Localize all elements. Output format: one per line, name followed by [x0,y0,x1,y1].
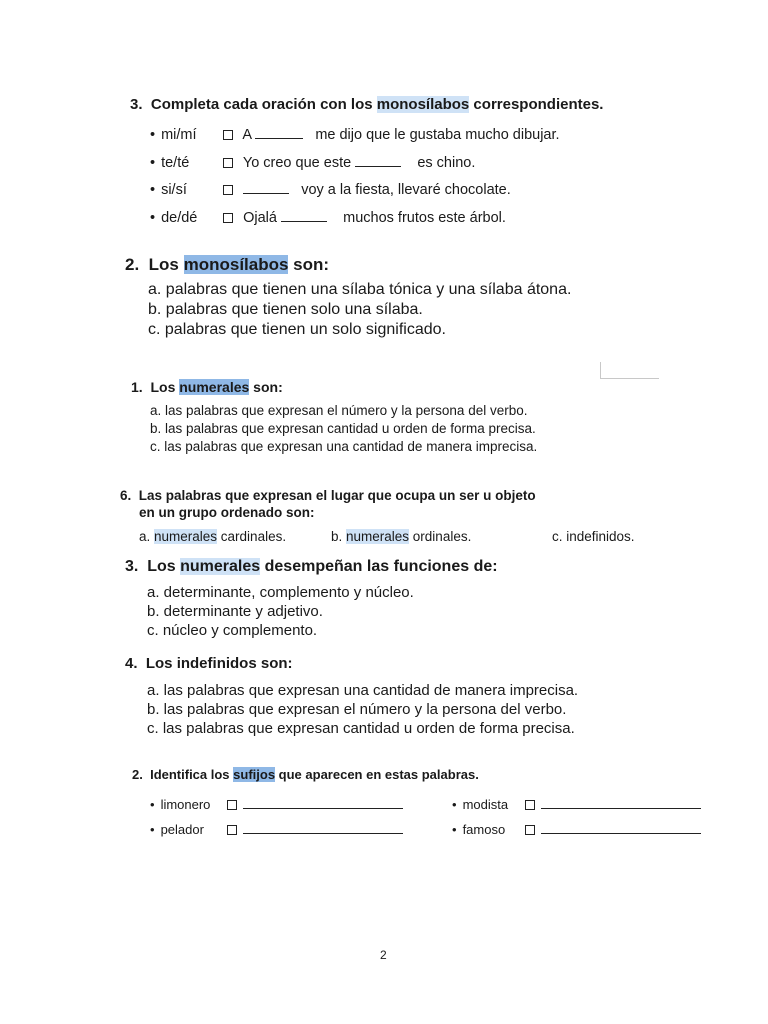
q4-option-a: a. las palabras que expresan una cantidad de manera imprecisa. [147,682,579,699]
q4-option-c: c. las palabras que expresan cantidad u orden de forma precisa. [147,720,575,737]
q2a-title: 2. Los monosílabos son: [125,255,330,274]
q1-option-b: b. las palabras que expresan cantidad u orden de forma precisa. [150,421,536,436]
q3a-title: 3. Completa cada oración con los monosílabos correspondientes. [130,96,604,113]
answer-line[interactable] [243,807,403,809]
checkbox[interactable] [223,158,233,168]
q1-title: 1. Los numerales son: [131,379,283,395]
q3b-option-c: c. núcleo y complemento. [147,622,318,639]
highlight: sufijos [233,767,276,782]
highlight: monosílabos [376,96,470,113]
q6-option-a: a. numerales cardinales. [139,529,287,544]
answer-line[interactable] [243,832,403,834]
q2b-word-modista: • modista [452,797,701,812]
q1-option-c: c. las palabras que expresan una cantidad de manera imprecisa. [150,439,538,454]
q2a-option-c: c. palabras que tienen un solo significado. [148,321,446,338]
highlight: monosílabos [183,255,289,274]
q2a-option-a: a. palabras que tienen una sílaba tónica y una sílaba átona. [148,281,572,298]
checkbox[interactable] [525,800,535,810]
checkbox[interactable] [525,825,535,835]
scan-fragment [600,362,659,379]
q3a-item-3: • si/sí voy a la fiesta, llevaré chocolate. [150,182,511,198]
q4-option-b: b. las palabras que expresan el número y la persona del verbo. [147,701,567,718]
q1-option-a: a. las palabras que expresan el número y la persona del verbo. [150,403,528,418]
page-number: 2 [380,948,387,962]
q3b-option-b: b. determinante y adjetivo. [147,603,323,620]
q6-option-b: b. numerales ordinales. [331,529,472,544]
q2b-word-limonero: • limonero [150,797,403,812]
checkbox[interactable] [223,130,233,140]
q6-title-line2: en un grupo ordenado son: [139,505,315,520]
blank-line[interactable] [255,138,303,139]
highlight: numerales [154,529,218,544]
blank-line[interactable] [243,193,289,194]
q3a-item-2: • te/té Yo creo que este es chino. [150,155,476,171]
q6-title-line1: 6. Las palabras que expresan el lugar que ocupa un ser u objeto [120,488,536,503]
q6-option-c: c. indefinidos. [552,529,635,544]
answer-line[interactable] [541,832,701,834]
checkbox[interactable] [227,825,237,835]
highlight: numerales [346,529,410,544]
q3a-item-1: • mi/mí A me dijo que le gustaba mucho dibujar. [150,127,560,143]
highlight: numerales [179,379,250,395]
q3b-title: 3. Los numerales desempeñan las funciones de: [125,558,498,575]
q4-title: 4. Los indefinidos son: [125,655,293,672]
q2a-option-b: b. palabras que tienen solo una sílaba. [148,301,423,318]
q2b-word-pelador: • pelador [150,822,403,837]
q3b-option-a: a. determinante, complemento y núcleo. [147,584,414,601]
checkbox[interactable] [223,185,233,195]
checkbox[interactable] [223,213,233,223]
highlight: numerales [180,558,261,575]
q2b-word-famoso: • famoso [452,822,701,837]
answer-line[interactable] [541,807,701,809]
q3a-item-4: • de/dé Ojalá muchos frutos este árbol. [150,210,506,226]
q2b-title: 2. Identifica los sufijos que aparecen en estas palabras. [132,767,479,782]
blank-line[interactable] [355,166,401,167]
blank-line[interactable] [281,221,327,222]
checkbox[interactable] [227,800,237,810]
